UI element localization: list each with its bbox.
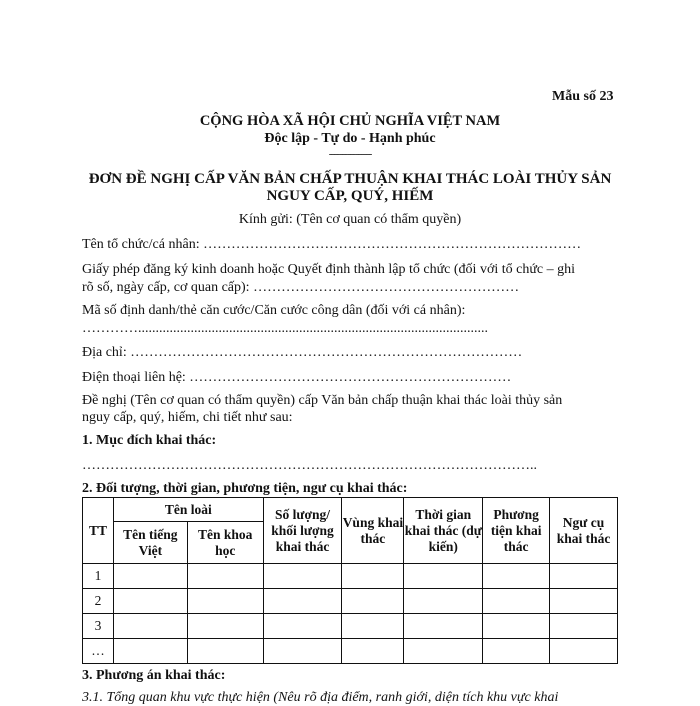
id-field-line2: ………….................................................................................................... — [82, 321, 488, 336]
license-field-line2: rõ số, ngày cấp, cơ quan cấp): ………………………………………………… — [82, 280, 520, 295]
table-cell[interactable] — [550, 589, 618, 614]
table-cell[interactable] — [187, 639, 263, 664]
table-cell[interactable] — [404, 639, 483, 664]
table-cell[interactable] — [113, 589, 187, 614]
header-gear: Ngư cụ khai thác — [550, 498, 618, 564]
phone-field: Điện thoại liên hệ: …………………………………………………………… — [82, 370, 512, 385]
table-cell[interactable] — [342, 564, 404, 589]
table-cell[interactable] — [263, 614, 342, 639]
table-cell[interactable] — [263, 564, 342, 589]
section-1-dots: …………………………………………………………………………………….. — [82, 458, 537, 473]
request-line2: nguy cấp, quý, hiếm, chi tiết như sau: — [82, 410, 293, 425]
header-separator: ---------------- — [328, 148, 372, 160]
table-cell[interactable] — [113, 564, 187, 589]
table-cell[interactable] — [187, 614, 263, 639]
table-cell[interactable] — [342, 589, 404, 614]
table-cell[interactable] — [342, 639, 404, 664]
table-cell[interactable] — [187, 589, 263, 614]
header-sci-name: Tên khoa học — [187, 522, 263, 564]
document-title-line1: ĐƠN ĐỀ NGHỊ CẤP VĂN BẢN CHẤP THUẬN KHAI THÁC LOÀI THỦY SẢN — [88, 171, 612, 187]
row-number: 2 — [83, 589, 114, 614]
table-row — [83, 564, 618, 589]
header-vehicle: Phương tiện khai thác — [483, 498, 550, 564]
table-cell[interactable] — [483, 589, 550, 614]
id-field-line1: Mã số định danh/thẻ căn cước/Căn cước công dân (đối với cá nhân): — [82, 303, 466, 318]
table-cell[interactable] — [404, 589, 483, 614]
header-area: Vùng khai thác — [342, 498, 404, 564]
table-cell[interactable] — [404, 564, 483, 589]
table-row — [83, 614, 618, 639]
row-number: 1 — [83, 564, 114, 589]
table-cell[interactable] — [550, 639, 618, 664]
header-species: Tên loài — [113, 498, 263, 522]
table-row — [83, 639, 618, 664]
org-name-field: Tên tổ chức/cá nhân: ……………………………………………………………………… — [82, 237, 582, 252]
section-3-1-line: 3.1. Tổng quan khu vực thực hiện (Nêu rõ địa điểm, ranh giới, diện tích khu vực khai — [82, 690, 559, 705]
table-cell[interactable] — [113, 614, 187, 639]
license-field-line1: Giấy phép đăng ký kinh doanh hoặc Quyết định thành lập tổ chức (đối với tổ chức – ghi — [82, 262, 576, 277]
country-name: CỘNG HÒA XÃ HỘI CHỦ NGHĨA VIỆT NAM — [199, 113, 501, 129]
row-number: … — [83, 639, 114, 664]
header-vn-name: Tên tiếng Việt — [113, 522, 187, 564]
header-quantity: Số lượng/ khối lượng khai thác — [263, 498, 342, 564]
table-row — [83, 589, 618, 614]
table-cell[interactable] — [263, 589, 342, 614]
section-3-heading: 3. Phương án khai thác: — [82, 668, 226, 683]
header-time: Thời gian khai thác (dự kiến) — [404, 498, 483, 564]
table-cell[interactable] — [483, 564, 550, 589]
exploitation-table — [82, 497, 618, 664]
table-cell[interactable] — [550, 564, 618, 589]
header-tt: TT — [83, 498, 114, 564]
document-title-line2: NGUY CẤP, QUÝ, HIẾM — [266, 188, 434, 204]
row-number: 3 — [83, 614, 114, 639]
table-cell[interactable] — [342, 614, 404, 639]
table-cell[interactable] — [404, 614, 483, 639]
national-motto: Độc lập - Tự do - Hạnh phúc — [264, 131, 436, 146]
recipient-line: Kính gửi: (Tên cơ quan có thẩm quyền) — [238, 212, 462, 227]
form-number: Mẫu số 23 — [552, 89, 614, 104]
address-field: Địa chỉ: ………………………………………………………………………… — [82, 345, 523, 360]
table-cell[interactable] — [483, 639, 550, 664]
table-cell[interactable] — [550, 614, 618, 639]
table-cell[interactable] — [483, 614, 550, 639]
request-line1: Đề nghị (Tên cơ quan có thẩm quyền) cấp Văn bản chấp thuận khai thác loài thủy sản — [82, 393, 563, 408]
table-cell[interactable] — [263, 639, 342, 664]
section-1-heading: 1. Mục đích khai thác: — [82, 433, 217, 448]
section-2-heading: 2. Đối tượng, thời gian, phương tiện, ngư cụ khai thác: — [82, 481, 408, 496]
table-cell[interactable] — [113, 639, 187, 664]
table-cell[interactable] — [187, 564, 263, 589]
